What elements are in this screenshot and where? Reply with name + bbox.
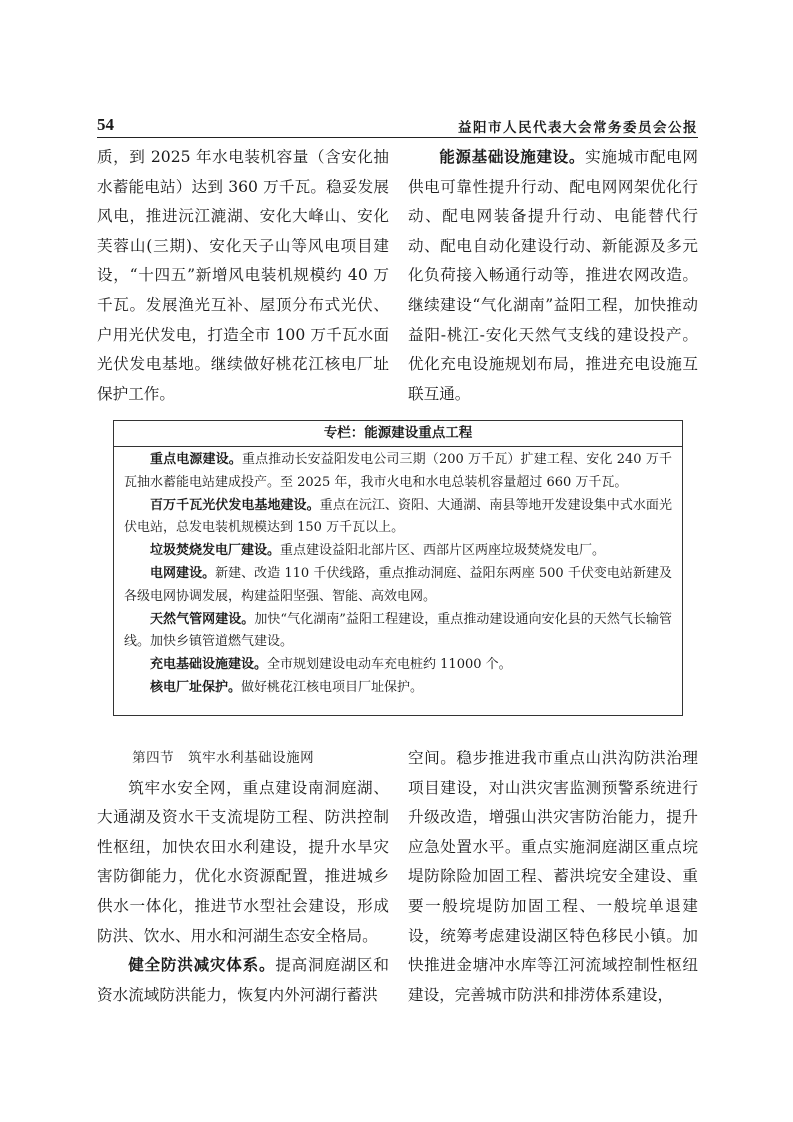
sidebar-box [113, 420, 683, 716]
box-item-text: 重点建设益阳北部片区、西部片区两座垃圾焚烧发电厂。 [280, 543, 606, 559]
bold-lead: 能源基础设施建设。 [439, 148, 586, 166]
box-item-text: 重点在沅江、资阳、大通湖、南县等地开发建设集中式水面光伏电站，总发电装机规模达到 150 万千瓦以上。 [124, 497, 672, 536]
journal-title: 益阳市人民代表大会常务委员会公报 [458, 120, 698, 136]
box-item [124, 563, 672, 609]
column-top-right [408, 143, 698, 409]
header-rule [97, 137, 698, 138]
column-bottom-right [408, 744, 698, 1010]
paragraph: 筑牢水安全网，重点建设南洞庭湖、大通湖及资水干支流堤防工程、防洪控制性枢纽，加快农田水利建设，提升水旱灾害防御能力，优化水资源配置，推进城乡供水一体化，推进节水型社会建设，形成防洪、饮水、用水和河湖生态安全格局。 [97, 778, 389, 945]
box-item-text: 全市规划建设电动车充电桩约 11000 个。 [267, 657, 512, 673]
paragraph [97, 951, 389, 1010]
box-item [124, 540, 672, 563]
box-item-lead: 充电基础设施建设。 [150, 657, 268, 673]
box-item-text: 新建、改造 110 千伏线路，重点推动洞庭、益阳东两座 500 千伏变电站新建及各级电网协调发展，构建益阳坚强、智能、高效电网。 [124, 565, 672, 604]
paragraph-text: 提高洞庭湖区和资水流域防洪能力，恢复内外河湖行蓄洪 [97, 956, 389, 1004]
box-item-lead: 垃圾焚烧发电厂建设。 [150, 543, 281, 559]
box-item-lead: 电网建设。 [150, 565, 216, 581]
box-item-text: 加快“气化湖南”益阳工程建设，重点推动建设通向安化县的天然气长输管线。加快乡镇管道燃气建设。 [124, 611, 672, 650]
paragraph: 质，到 2025 年水电装机容量（含安化抽水蓄能电站）达到 360 万千瓦。稳妥发展风电，推进沅江漉湖、安化大峰山、安化芙蓉山(三期)、安化天子山等风电项目建设，“十四五”新增风电装机规模约 40 万千瓦。发展渔光互补、屋顶分布式光伏、户用光伏发电，打造全市 100 万千瓦水面光伏发电基地。继续做好桃花江核电厂址保护工作。 [97, 148, 389, 403]
paragraph [408, 143, 698, 409]
bold-lead: 健全防洪减灾体系。 [128, 956, 276, 975]
box-item-lead: 天然气管网建设。 [150, 611, 255, 627]
paragraph: 空间。稳步推进我市重点山洪沟防洪治理项目建设，对山洪灾害监测预警系统进行升级改造，增强山洪灾害防治能力，提升应急处置水平。重点实施洞庭湖区重点垸堤防除险加固工程、蓄洪垸安全建设、重要一般垸堤防加固工程、一般垸单退建设，统筹考虑建设湖区特色移民小镇。加快推进金塘冲水库等江河流域控制性枢纽建设，完善城市防洪和排涝体系建设， [408, 749, 698, 1004]
box-item [124, 654, 672, 677]
box-item [124, 449, 672, 495]
box-item [124, 495, 672, 541]
column-top-left [97, 143, 389, 409]
box-item-lead: 重点电源建设。 [150, 452, 242, 467]
box-title: 专栏：能源建设重点工程 [114, 421, 682, 447]
page-header [97, 115, 698, 137]
box-item [124, 609, 672, 655]
box-item-lead: 核电厂址保护。 [150, 679, 242, 695]
paragraph-text: 实施城市配电网供电可靠性提升行动、配电网网架优化行动、配电网装备提升行动、电能替代行动、配电自动化建设行动、新能源及多元化负荷接入畅通行动等，推进农网改造。继续建设“气化湖南”益阳工程，加快推动益阳-桃江-安化天然气支线的建设投产。优化充电设施规划布局，推进充电设施互联互通。 [408, 148, 698, 403]
box-item [124, 677, 672, 700]
box-item-text: 重点推动长安益阳发电公司三期（200 万千瓦）扩建工程、安化 240 万千瓦抽水蓄能电站建成投产。至 2025 年，我市火电和水电总装机容量超过 660 万千瓦。 [124, 452, 672, 490]
column-bottom-left [97, 744, 389, 1010]
page-number: 54 [97, 115, 114, 134]
box-item-lead: 百万千瓦光伏发电基地建设。 [150, 497, 320, 513]
box-item-text: 做好桃花江核电项目厂址保护。 [241, 679, 424, 695]
section-heading: 第四节 筑牢水利基础设施网 [132, 750, 315, 766]
box-body [114, 447, 682, 700]
